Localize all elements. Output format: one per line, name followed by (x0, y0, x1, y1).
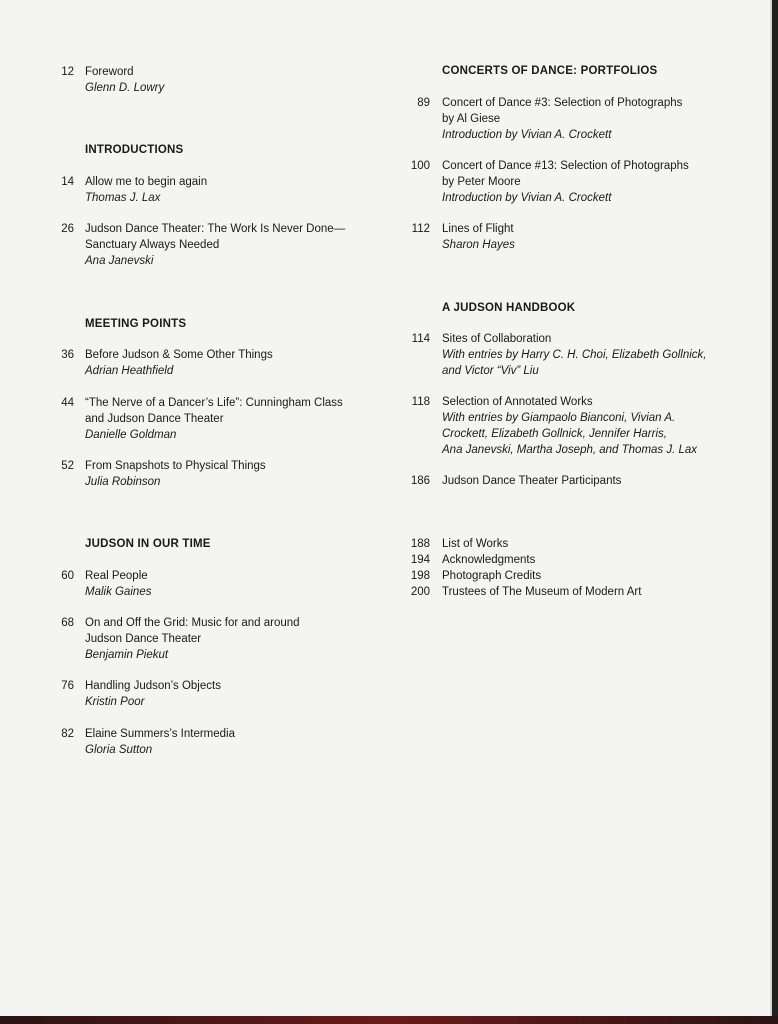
page-edge (0, 1016, 778, 1024)
entry-title: Judson Dance Theater (85, 633, 202, 645)
entry-title: Judson Dance Theater Participants (442, 475, 622, 487)
entry-title: and Judson Dance Theater (85, 413, 224, 425)
page-number: 68 (61, 617, 74, 629)
section-heading: MEETING POINTS (85, 318, 187, 330)
page-number: 198 (410, 570, 430, 582)
entry-author: Sharon Hayes (442, 239, 515, 251)
entry-title: by Peter Moore (442, 176, 521, 188)
entry-author: and Victor “Viv” Liu (442, 365, 539, 377)
entry-title: by Al Giese (442, 113, 501, 125)
entry-author: Kristin Poor (85, 696, 145, 708)
entry-author: Ana Janevski (85, 255, 154, 267)
page-number: 112 (411, 223, 430, 235)
entry-title: On and Off the Grid: Music for and around (85, 617, 300, 629)
entry-author: Thomas J. Lax (85, 192, 161, 204)
entry-author: Gloria Sutton (85, 744, 153, 756)
page-number: 76 (61, 680, 74, 692)
page-number: 14 (61, 176, 74, 188)
entry-title: Concert of Dance #13: Selection of Photographs (442, 160, 689, 172)
entry-title: Foreword (85, 66, 134, 78)
entry-title: Handling Judson’s Objects (85, 680, 221, 692)
entry-author: Introduction by Vivian A. Crockett (442, 192, 612, 204)
entry-title: Real People (85, 570, 148, 582)
entry-title: Elaine Summers’s Intermedia (85, 728, 235, 740)
page-number: 186 (410, 475, 430, 487)
page-number: 100 (410, 160, 430, 172)
page-number: 36 (61, 349, 74, 361)
entry-title: Judson Dance Theater: The Work Is Never Done— (85, 223, 346, 235)
entry-author: Ana Janevski, Martha Joseph, and Thomas J. Lax (442, 444, 698, 456)
entry-title: Sites of Collaboration (442, 333, 552, 345)
entry-author: Malik Gaines (85, 586, 152, 598)
page-number: 200 (410, 586, 430, 598)
page-number: 26 (61, 223, 74, 235)
entry-title: Photograph Credits (442, 570, 542, 582)
entry-title: Selection of Annotated Works (442, 396, 593, 408)
entry-author: Danielle Goldman (85, 429, 177, 441)
page-number: 194 (410, 554, 430, 566)
entry-author: Glenn D. Lowry (85, 82, 165, 94)
page-number: 118 (411, 396, 430, 408)
entry-title: Concert of Dance #3: Selection of Photographs (442, 97, 683, 109)
page-number: 12 (61, 66, 74, 78)
entry-title: Allow me to begin again (85, 176, 208, 188)
section-heading: JUDSON IN OUR TIME (85, 538, 211, 550)
entry-author: Crockett, Elizabeth Gollnick, Jennifer Harris, (442, 428, 667, 440)
entry-title: List of Works (442, 538, 509, 550)
page-number: 52 (61, 460, 74, 472)
entry-title: Lines of Flight (442, 223, 514, 235)
entry-author: Benjamin Piekut (85, 649, 169, 661)
entry-title: Trustees of The Museum of Modern Art (442, 586, 642, 598)
page-number: 188 (410, 538, 430, 550)
page-number: 44 (61, 397, 74, 409)
page-number: 82 (61, 728, 74, 740)
entry-title: From Snapshots to Physical Things (85, 460, 266, 472)
entry-author: With entries by Harry C. H. Choi, Elizabeth Gollnick, (442, 349, 707, 361)
section-heading: A JUDSON HANDBOOK (442, 302, 576, 314)
entry-title: “The Nerve of a Dancer’s Life”: Cunningham Class (85, 397, 343, 409)
section-heading: CONCERTS OF DANCE: PORTFOLIOS (442, 65, 658, 77)
section-heading: INTRODUCTIONS (85, 144, 184, 156)
entry-author: With entries by Giampaolo Bianconi, Vivian A. (442, 412, 676, 424)
page-number: 114 (411, 333, 430, 345)
entry-author: Julia Robinson (85, 476, 161, 488)
entry-author: Adrian Heathfield (85, 365, 174, 377)
page-number: 60 (61, 570, 74, 582)
entry-title: Before Judson & Some Other Things (85, 349, 273, 361)
entry-title: Sanctuary Always Needed (85, 239, 220, 251)
page-number: 89 (417, 97, 430, 109)
entry-author: Introduction by Vivian A. Crockett (442, 129, 612, 141)
entry-title: Acknowledgments (442, 554, 536, 566)
